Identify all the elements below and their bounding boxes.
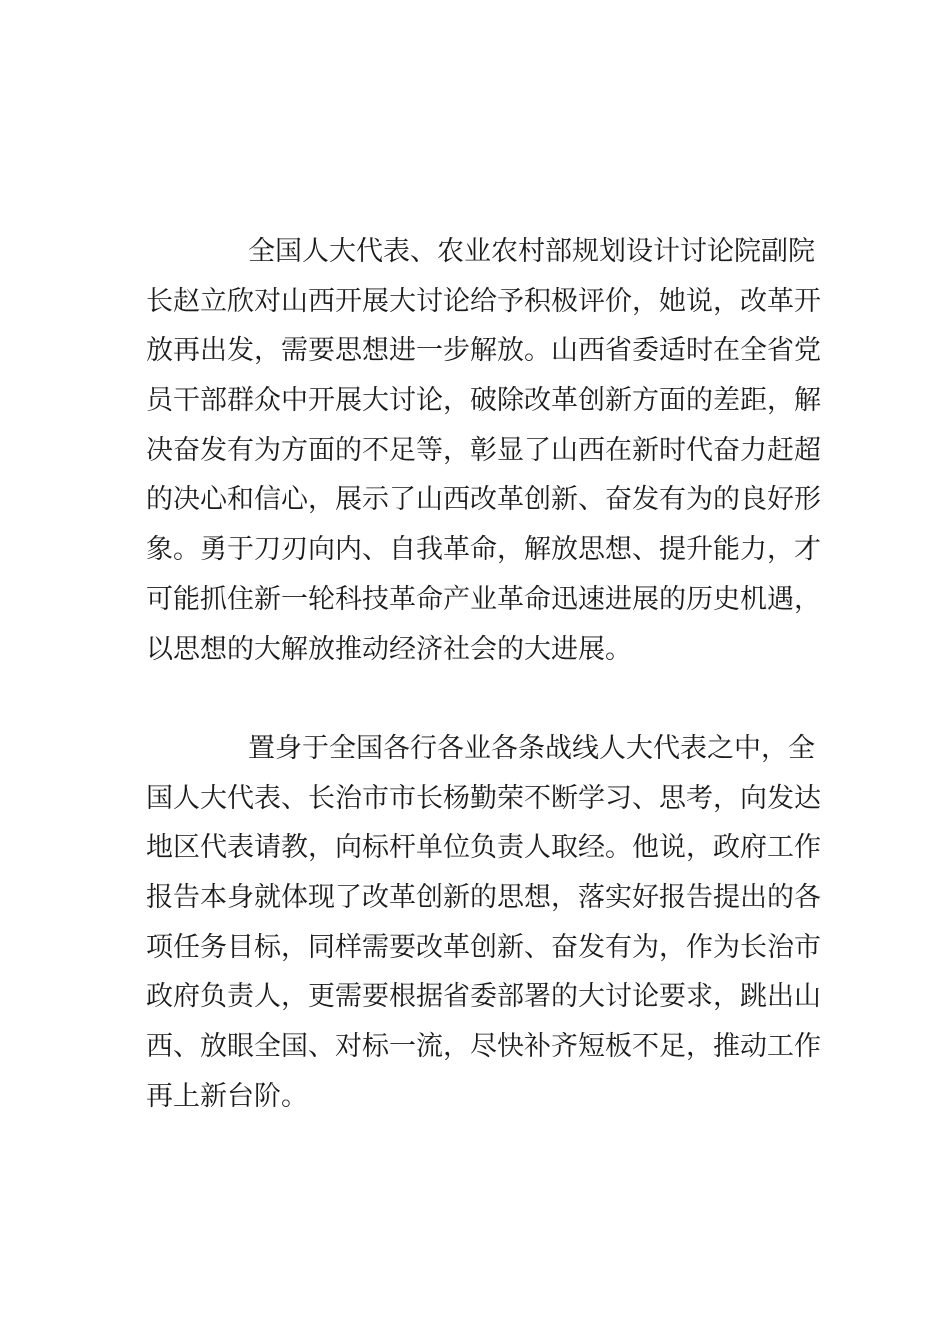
paragraph-line: 再上新台阶。 [146,1080,308,1112]
paragraph-line: 地区代表请教，向标杆单位负责人取经。他说，政府工作 [146,832,821,864]
paragraph-line: 西、放眼全国、对标一流，尽快补齐短板不足，推动工作 [146,1031,821,1063]
paragraph-1 [146,227,821,674]
paragraph-line: 项任务目标，同样需要改革创新、奋发有为，作为长治市 [146,931,821,963]
paragraph-line: 放再出发，需要思想进一步解放。山西省委适时在全省党 [146,335,821,367]
paragraph-line: 长赵立欣对山西开展大讨论给予积极评价，她说，改革开 [146,285,821,317]
paragraph-line: 全国人大代表、农业农村部规划设计讨论院副院 [248,236,815,267]
paragraph-line: 的决心和信心，展示了山西改革创新、奋发有为的良好形 [146,484,821,516]
paragraph-line: 决奋发有为方面的不足等，彰显了山西在新时代奋力赶超 [146,434,821,466]
paragraph-line: 政府负责人，更需要根据省委部署的大讨论要求，跳出山 [146,981,821,1013]
paragraph-line: 以思想的大解放推动经济社会的大进展。 [146,633,632,665]
paragraph-line: 置身于全国各行各业各条战线人大代表之中，全 [248,733,815,764]
paragraph-line: 象。勇于刀刃向内、自我革命，解放思想、提升能力，才 [146,534,821,566]
paragraph-2 [146,724,821,1122]
paragraph-line: 国人大代表、长治市市长杨勤荣不断学习、思考，向发达 [146,782,821,814]
paragraph-line: 员干部群众中开展大讨论，破除改革创新方面的差距，解 [146,385,821,417]
paragraph-line: 可能抓住新一轮科技革命产业革命迅速进展的历史机遇， [146,583,821,615]
paragraph-line: 报告本身就体现了改革创新的思想，落实好报告提出的各 [146,882,821,914]
